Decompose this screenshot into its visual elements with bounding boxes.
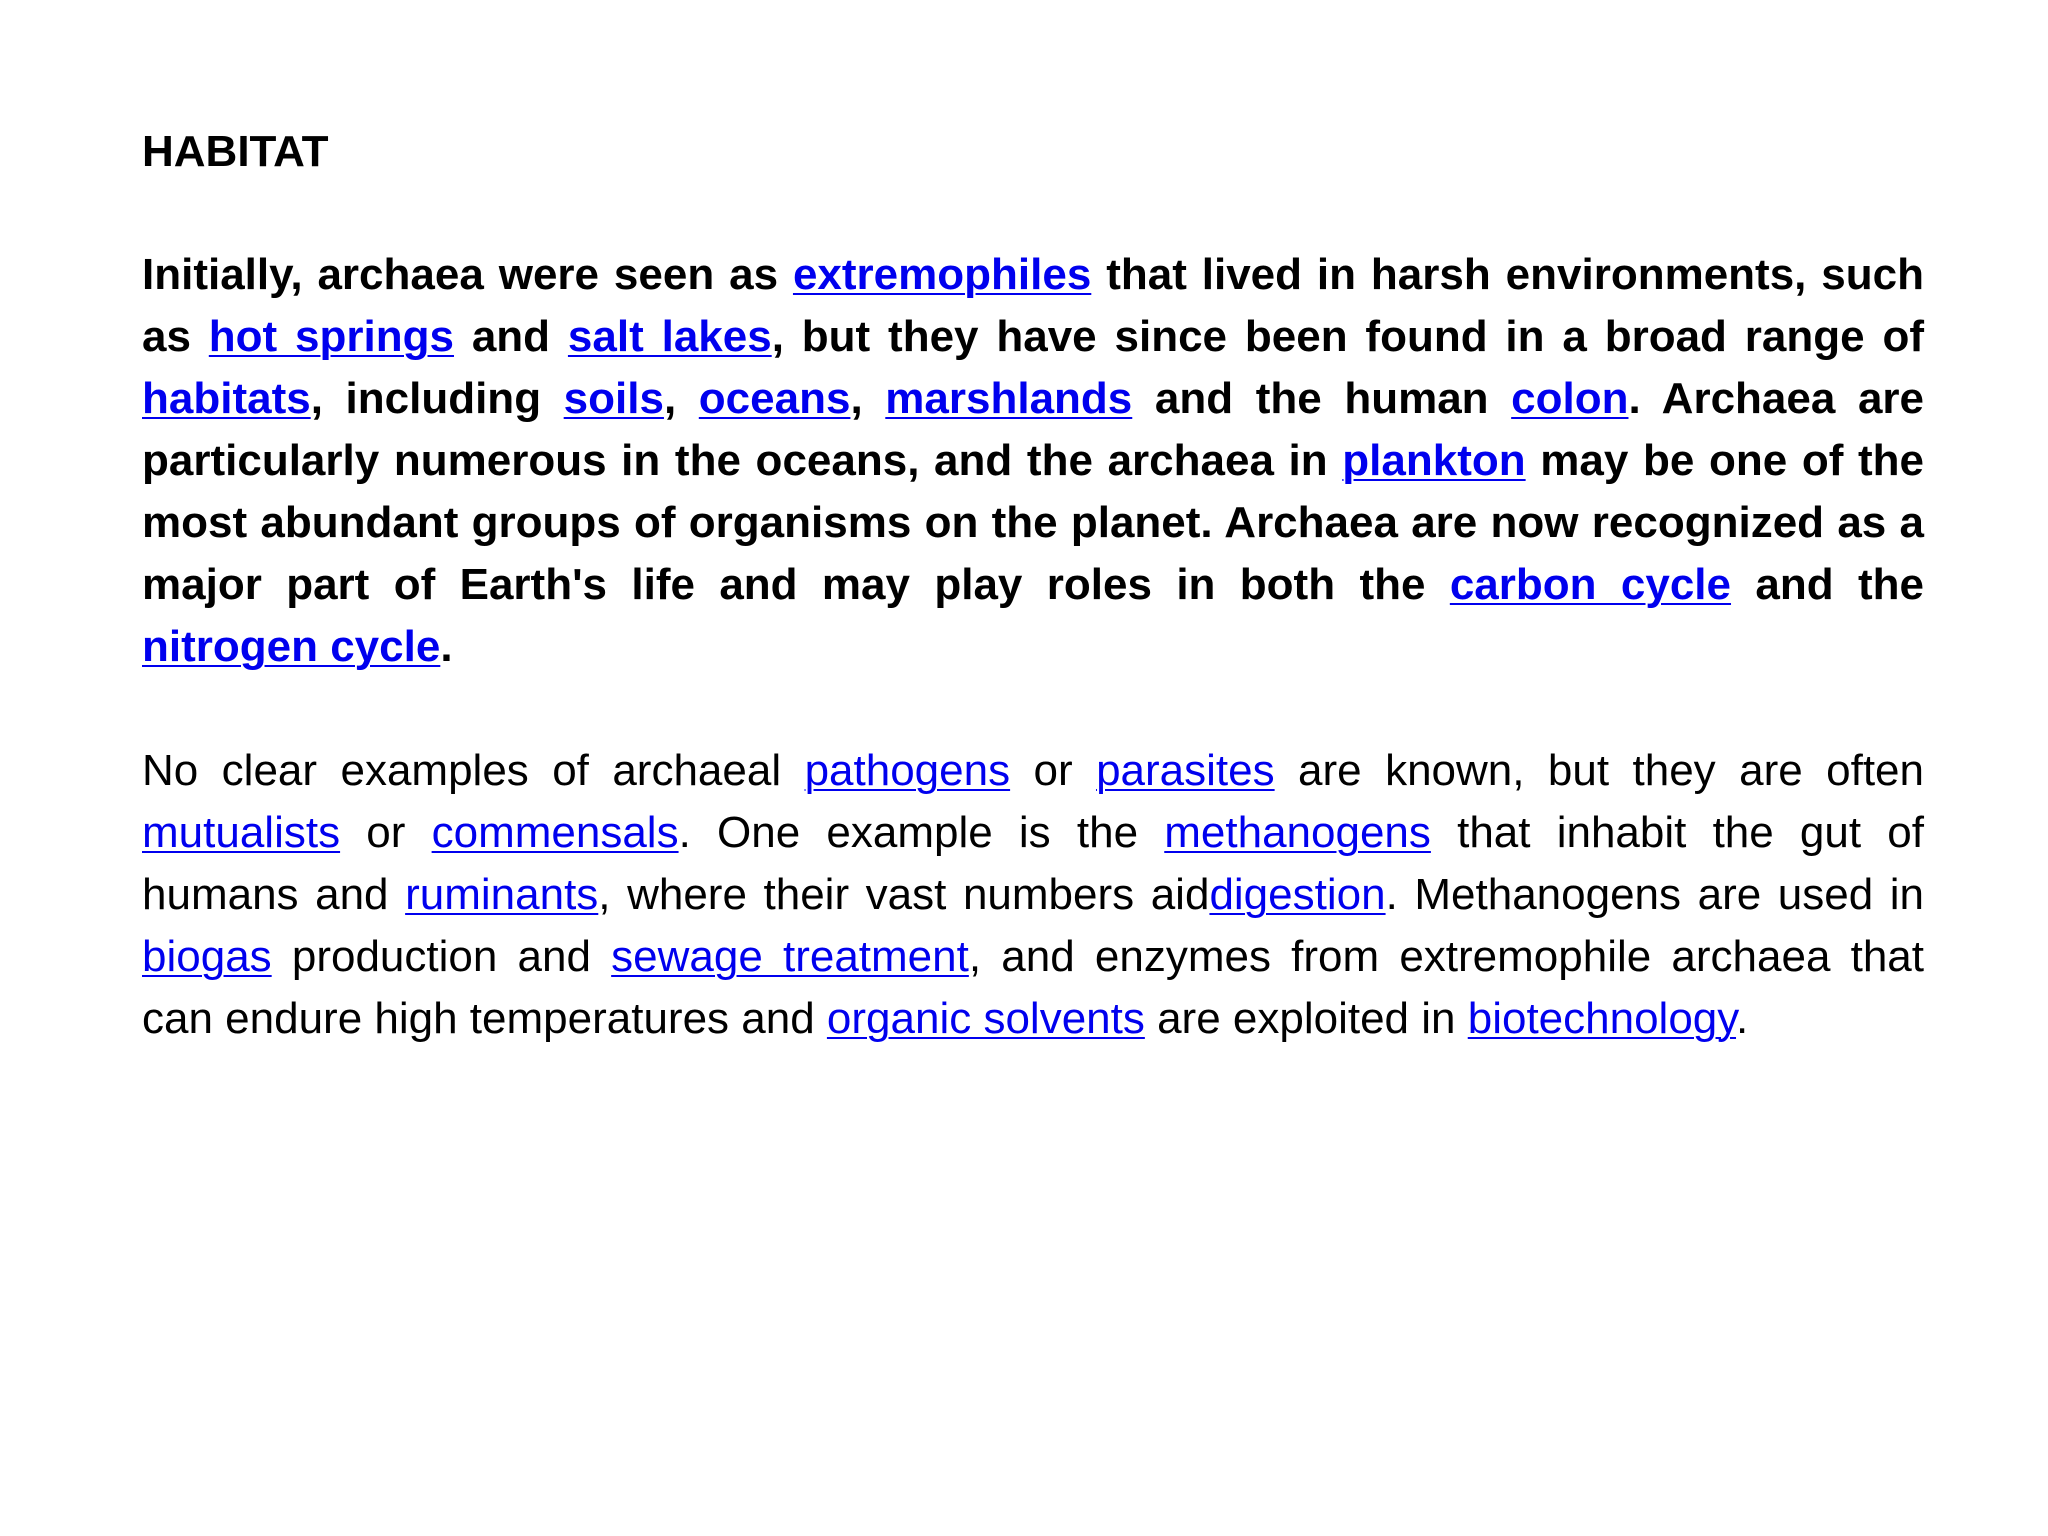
text-segment: . (440, 622, 453, 671)
link-commensals[interactable]: commensals (431, 808, 679, 857)
link-hot-springs[interactable]: hot springs (208, 312, 454, 361)
text-segment: , and enzymes from extremophile archaea that can endure high temperatures and (142, 932, 1925, 1043)
text-segment: may be one of the most abundant groups of organisms on the planet. Archaea are now recognized as a major part of Earth's life and may play roles in both the (142, 436, 1924, 609)
link-soils[interactable]: soils (563, 374, 664, 423)
text-segment: , where their vast numbers aid (598, 870, 1210, 919)
text-segment: , (663, 374, 699, 423)
link-habitats[interactable]: habitats (142, 374, 311, 423)
link-nitrogen-cycle[interactable]: nitrogen cycle (142, 622, 441, 671)
link-colon[interactable]: colon (1511, 374, 1629, 423)
text-segment: or (1010, 746, 1097, 795)
text-segment: Initially, archaea were seen as (142, 250, 793, 299)
text-segment: that lived in harsh environments, such as (142, 250, 1924, 361)
link-carbon-cycle[interactable]: carbon cycle (1449, 560, 1732, 609)
text-segment: production and (271, 932, 612, 981)
habitat-paragraph (142, 244, 1924, 678)
text-segment: are exploited in (1144, 994, 1468, 1043)
text-segment: , but they have since been found in a broad range of (771, 312, 1924, 361)
text-segment: and the human (1132, 374, 1512, 423)
link-sewage-treatment[interactable]: sewage treatment (611, 932, 969, 981)
link-methanogens[interactable]: methanogens (1164, 808, 1431, 857)
link-pathogens[interactable]: pathogens (804, 746, 1011, 795)
link-extremophiles[interactable]: extremophiles (792, 250, 1092, 299)
link-biotechnology[interactable]: biotechnology (1467, 994, 1737, 1043)
symbiosis-paragraph (142, 740, 1924, 1050)
text-segment: No clear examples of archaeal (142, 746, 805, 795)
text-segment: , including (310, 374, 564, 423)
text-segment: . Methanogens are used in (1385, 870, 1924, 919)
link-salt-lakes[interactable]: salt lakes (567, 312, 772, 361)
text-segment: , (850, 374, 886, 423)
text-segment: and (453, 312, 568, 361)
link-digestion[interactable]: digestion (1209, 870, 1386, 919)
text-segment: that inhabit the gut of humans and (142, 808, 1925, 919)
text-segment: or (340, 808, 432, 857)
text-segment: . (1736, 994, 1749, 1043)
link-mutualists[interactable]: mutualists (142, 808, 341, 857)
page-title: HABITAT (142, 127, 329, 176)
text-segment: and the (1731, 560, 1924, 609)
text-segment: . One example is the (678, 808, 1165, 857)
link-marshlands[interactable]: marshlands (885, 374, 1133, 423)
link-parasites[interactable]: parasites (1096, 746, 1275, 795)
text-segment: . Archaea are particularly numerous in the oceans, and the archaea in (142, 374, 1925, 485)
link-biogas[interactable]: biogas (142, 932, 272, 981)
link-ruminants[interactable]: ruminants (405, 870, 599, 919)
link-organic-solvents[interactable]: organic solvents (826, 994, 1145, 1043)
link-plankton[interactable]: plankton (1342, 436, 1526, 485)
text-segment: are known, but they are often (1274, 746, 1924, 795)
slide-content (142, 122, 1924, 1050)
link-oceans[interactable]: oceans (698, 374, 851, 423)
